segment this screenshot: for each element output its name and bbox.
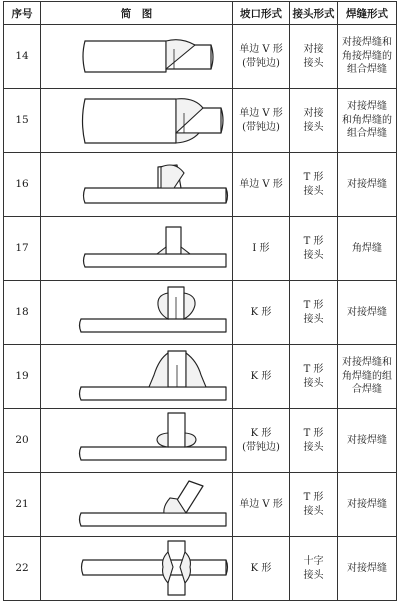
joint-form: T 形 接头 — [290, 153, 338, 217]
row-number: 14 — [4, 25, 41, 89]
joint-form: T 形 接头 — [290, 345, 338, 409]
sketch-cell — [41, 25, 233, 89]
table-header-row — [4, 2, 397, 25]
table-row — [4, 345, 397, 409]
weld-form: 对接焊缝 — [338, 537, 397, 601]
groove-form: I 形 — [233, 217, 290, 281]
weld-form: 对接焊缝 — [338, 281, 397, 345]
sketch-cell — [41, 89, 233, 153]
joint-form: T 形 接头 — [290, 473, 338, 537]
groove-form: 单边 V 形 — [233, 473, 290, 537]
table-row — [4, 473, 397, 537]
weld-form: 对接焊缝 — [338, 473, 397, 537]
weld-sketch-icon — [41, 89, 233, 152]
header-weld: 焊缝形式 — [338, 2, 397, 25]
table-row — [4, 89, 397, 153]
joint-form: 十字 接头 — [290, 537, 338, 601]
table-row — [4, 153, 397, 217]
table-row — [4, 25, 397, 89]
groove-form: K 形 — [233, 281, 290, 345]
sketch-cell — [41, 473, 233, 537]
sketch-cell — [41, 345, 233, 409]
weld-form: 对接焊缝 和角焊缝的 组合焊缝 — [338, 89, 397, 153]
groove-form: 单边 V 形 — [233, 153, 290, 217]
header-joint: 接头形式 — [290, 2, 338, 25]
groove-form: 单边 V 形 (带钝边) — [233, 89, 290, 153]
row-number: 19 — [4, 345, 41, 409]
table-row — [4, 537, 397, 601]
weld-sketch-icon — [41, 217, 233, 280]
sketch-cell — [41, 153, 233, 217]
table-row — [4, 409, 397, 473]
weld-sketch-icon — [41, 345, 233, 408]
weld-form-table — [3, 1, 397, 601]
table-row — [4, 217, 397, 281]
sketch-cell — [41, 537, 233, 601]
weld-form: 对接焊缝 — [338, 153, 397, 217]
weld-sketch-icon — [41, 473, 233, 536]
row-number: 20 — [4, 409, 41, 473]
weld-sketch-icon — [41, 25, 233, 88]
header-groove: 坡口形式 — [233, 2, 290, 25]
groove-form: K 形 — [233, 537, 290, 601]
joint-form: T 形 接头 — [290, 217, 338, 281]
row-number: 15 — [4, 89, 41, 153]
joint-form: 对接 接头 — [290, 25, 338, 89]
weld-sketch-icon — [41, 153, 233, 216]
weld-form: 对接焊缝和 角接焊缝的 组合焊缝 — [338, 25, 397, 89]
weld-form: 对接焊缝和 角焊缝的组 合焊缝 — [338, 345, 397, 409]
sketch-cell — [41, 281, 233, 345]
row-number: 22 — [4, 537, 41, 601]
joint-form: 对接 接头 — [290, 89, 338, 153]
weld-form: 角焊缝 — [338, 217, 397, 281]
row-number: 21 — [4, 473, 41, 537]
row-number: 16 — [4, 153, 41, 217]
sketch-cell — [41, 409, 233, 473]
groove-form: 单边 V 形 (带钝边) — [233, 25, 290, 89]
table-row — [4, 281, 397, 345]
weld-sketch-icon — [41, 409, 233, 472]
groove-form: K 形 (带钝边) — [233, 409, 290, 473]
joint-form: T 形 接头 — [290, 409, 338, 473]
header-sketch: 简 图 — [41, 2, 233, 25]
weld-sketch-icon — [41, 281, 233, 344]
header-no: 序号 — [4, 2, 41, 25]
row-number: 18 — [4, 281, 41, 345]
row-number: 17 — [4, 217, 41, 281]
sketch-cell — [41, 217, 233, 281]
joint-form: T 形 接头 — [290, 281, 338, 345]
weld-form: 对接焊缝 — [338, 409, 397, 473]
groove-form: K 形 — [233, 345, 290, 409]
weld-sketch-icon — [41, 537, 233, 600]
